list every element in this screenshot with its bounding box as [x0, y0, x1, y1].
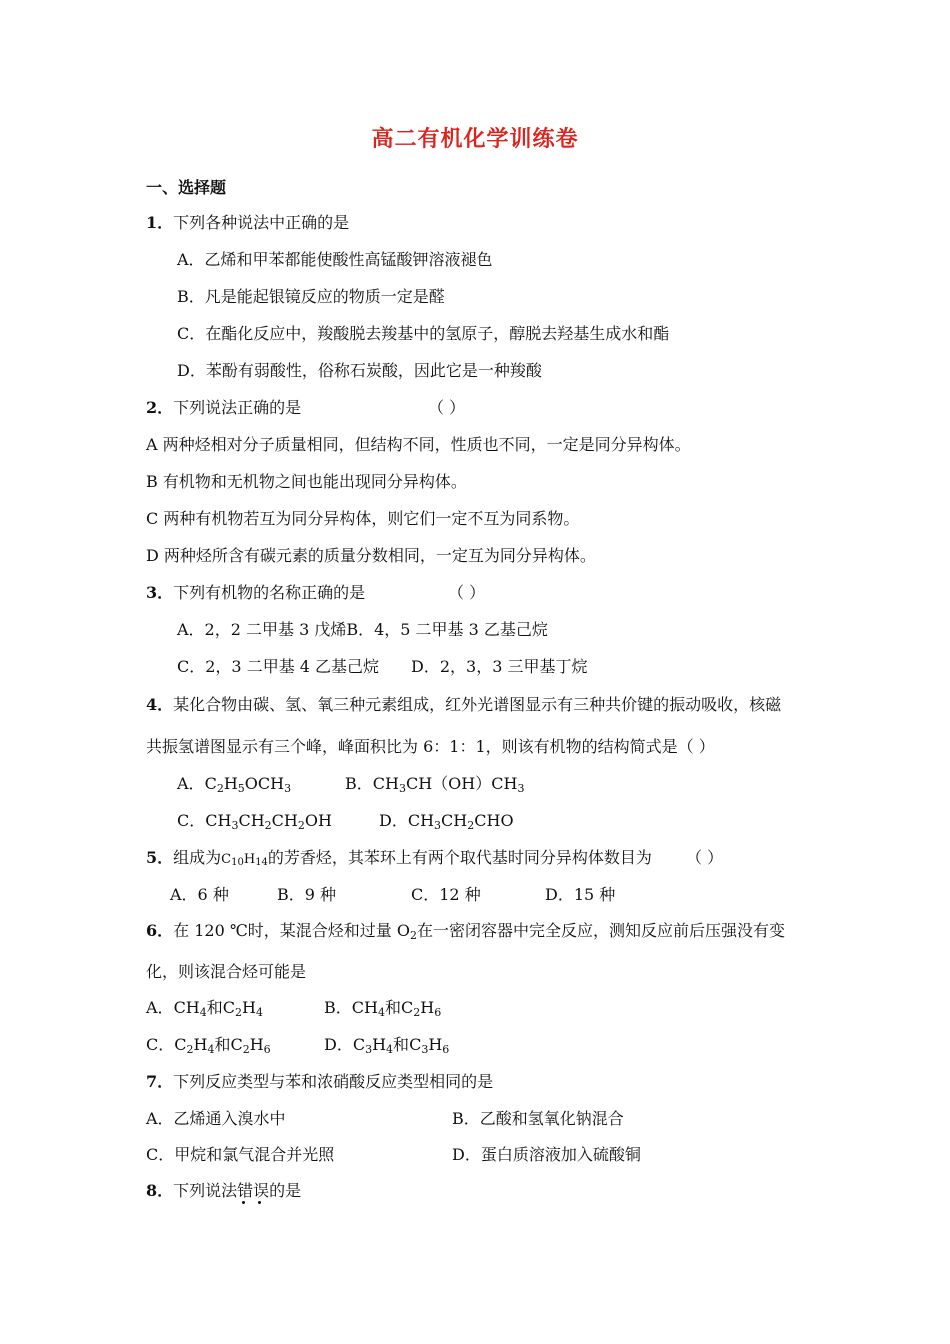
- q1-option-a: A．乙烯和甲苯都能使酸性高锰酸钾溶液褪色: [177, 250, 493, 269]
- option-label: B．: [345, 774, 373, 793]
- emphasis-dot: [258, 1201, 261, 1204]
- question-number: 6．: [146, 921, 174, 940]
- q1-option-b: B．凡是能起银镜反应的物质一定是醛: [177, 287, 445, 306]
- q4-option-d: D．$CH_3CH_2CHO$: [379, 811, 514, 832]
- q6-option-c: C．$C_2H_4$和$C_2H_6$: [146, 1035, 271, 1056]
- q3-option-ab: A．2，2 二甲基 3 戊烯B．4，5 二甲基 3 乙基己烷: [177, 620, 548, 639]
- option-label: A．: [146, 998, 174, 1017]
- question-6-stem-line1: 6．在 120 ℃时，某混合烃和过量 $O_2$在一密闭容器中完全反应，测知反应前后压强没有变: [146, 921, 785, 942]
- q2-answer-paren: （ ）: [428, 398, 466, 417]
- option-label: A．: [177, 774, 205, 793]
- q7-option-c: C．甲烷和氯气混合并光照: [146, 1145, 335, 1164]
- question-number: 3．: [146, 583, 174, 602]
- question-4-stem-line1: [146, 695, 781, 715]
- option-label: D．: [324, 1035, 353, 1054]
- option-label: D．: [379, 811, 408, 830]
- q5-option-d: D．15 种: [545, 885, 616, 904]
- question-number: 2．: [146, 398, 174, 417]
- emphasis-dot: [242, 1201, 245, 1204]
- option-label: C．: [177, 811, 206, 830]
- q7-option-d: D．蛋白质溶液加入硫酸铜: [452, 1145, 641, 1164]
- q4-option-b: B．$CH_3CH(OH)CH_3$: [345, 774, 525, 795]
- q2-option-b: B 有机物和无机物之间也能出现同分异构体。: [146, 472, 467, 491]
- q3-option-c: C．2，3 二甲基 4 乙基己烷: [177, 657, 380, 676]
- question-7-stem: [146, 1072, 493, 1092]
- question-text: 在一密闭容器中完全反应，测知反应前后压强没有变: [416, 921, 785, 940]
- q4-option-a: A．$C_2H_5OCH_3$: [177, 774, 292, 795]
- q2-option-d: D 两种烃所含有碳元素的质量分数相同，一定互为同分异构体。: [146, 546, 596, 565]
- question-text: 组成为: [173, 848, 222, 867]
- q5-option-c: C．12 种: [411, 885, 481, 904]
- question-5-stem: 5．组成为C10H14的芳香烃，其苯环上有两个取代基时同分异构体数目为: [146, 848, 652, 868]
- q3-option-d: D．2，3，3 三甲基丁烷: [411, 657, 588, 676]
- conjunction: 和: [384, 998, 401, 1017]
- conjunction: 和: [206, 998, 223, 1017]
- q6-option-b: B．$CH_4$和$C_2H_6$: [324, 998, 442, 1019]
- q6-option-d: D．$C_3H_4$和$C_3H_6$: [324, 1035, 450, 1056]
- question-2-stem: [146, 398, 301, 418]
- section-heading: 一、选择题: [146, 178, 227, 197]
- q2-option-c: C 两种有机物若互为同分异构体，则它们一定不互为同系物。: [146, 509, 580, 528]
- option-label: B．: [324, 998, 352, 1017]
- q5-answer-paren: （ ）: [686, 848, 724, 867]
- option-label: C．: [146, 1035, 175, 1054]
- q2-option-a: A 两种烃相对分子质量相同，但结构不同，性质也不同，一定是同分异构体。: [146, 435, 691, 454]
- page-title: 高二有机化学训练卷: [371, 126, 579, 152]
- conjunction: 和: [393, 1035, 410, 1054]
- question-number: 7．: [146, 1072, 174, 1091]
- question-text: 的芳香烃，其苯环上有两个取代基时同分异构体数目为: [267, 848, 652, 867]
- question-text: 下列反应类型与苯和浓硝酸反应类型相同的是: [173, 1072, 494, 1091]
- question-number: 8．: [146, 1181, 174, 1200]
- question-3-stem: [146, 583, 365, 603]
- question-4-stem-line2: 共振氢谱图显示有三个峰，峰面积比为 6：1：1，则该有机物的结构简式是（ ）: [146, 737, 715, 756]
- question-text: 在 120 ℃时，某混合烃和过量 O: [173, 921, 410, 940]
- question-number: 5．: [146, 848, 174, 867]
- q5-option-b: B．9 种: [277, 885, 337, 904]
- question-text: 下列说法错误的是: [173, 1181, 302, 1200]
- question-text: 下列有机物的名称正确的是: [173, 583, 366, 602]
- question-1-stem: [146, 213, 349, 233]
- q6-option-a: A．$CH_4$和$C_2H_4$: [146, 998, 263, 1019]
- q5-option-a: A．6 种: [170, 885, 229, 904]
- conjunction: 和: [214, 1035, 231, 1054]
- q4-option-c: C．$CH_3CH_2CH_2OH$: [177, 811, 332, 832]
- q1-option-d: D．苯酚有弱酸性，俗称石炭酸，因此它是一种羧酸: [177, 361, 542, 380]
- q3-answer-paren: （ ）: [448, 583, 486, 602]
- q7-option-b: B．乙酸和氢氧化钠混合: [452, 1109, 624, 1128]
- question-text: 下列说法正确的是: [173, 398, 302, 417]
- question-8-stem: [146, 1181, 301, 1201]
- question-text: 某化合物由碳、氢、氧三种元素组成，红外光谱图显示有三种共价键的振动吸收，核磁: [173, 695, 782, 714]
- question-6-stem-line2: 化，则该混合烃可能是: [146, 962, 307, 981]
- q1-option-c: C．在酯化反应中，羧酸脱去羧基中的氢原子，醇脱去羟基生成水和酯: [177, 324, 670, 343]
- q7-option-a: A．乙烯通入溴水中: [146, 1109, 286, 1128]
- question-number: 4．: [146, 695, 174, 714]
- question-number: 1．: [146, 213, 174, 232]
- question-text: 下列各种说法中正确的是: [173, 213, 350, 232]
